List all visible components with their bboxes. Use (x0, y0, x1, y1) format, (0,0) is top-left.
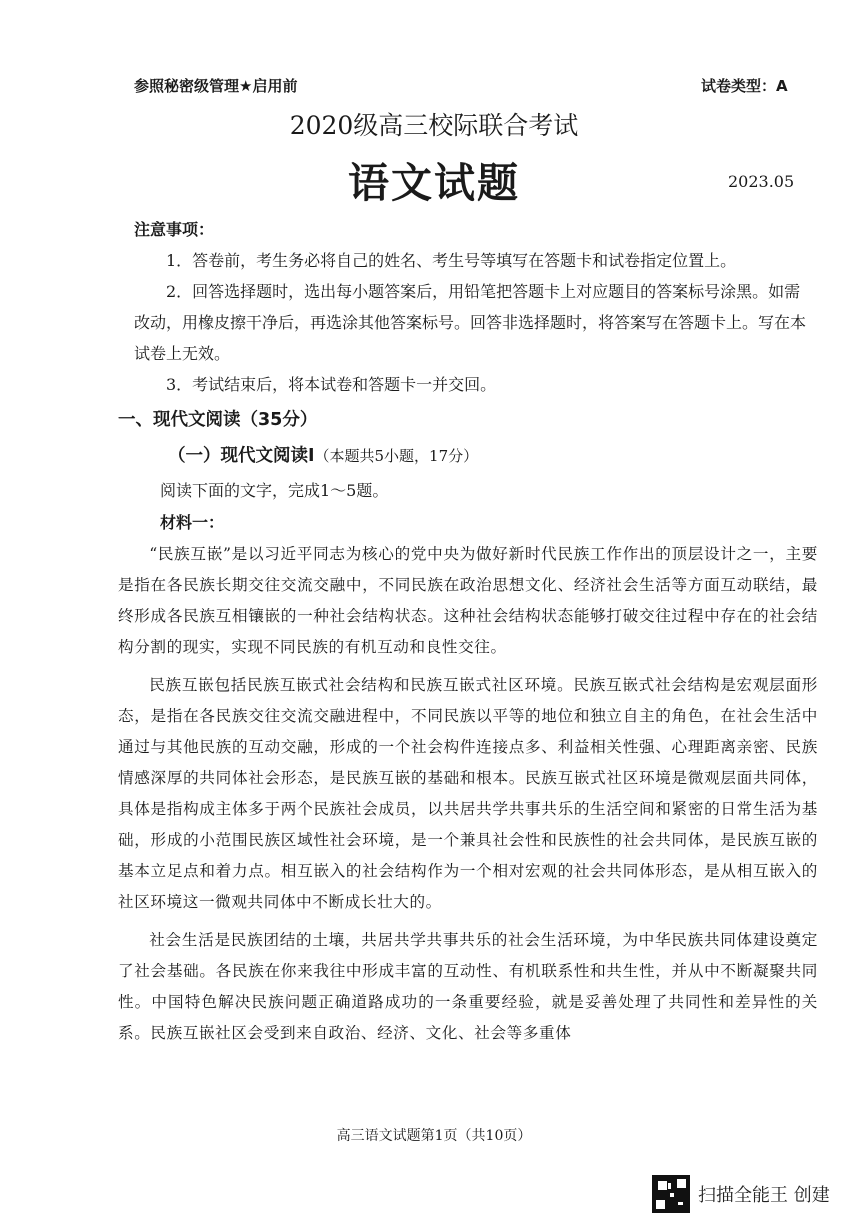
reading-instruction: 阅读下面的文字，完成1～5题。 (160, 481, 389, 500)
qr-code-icon (652, 1175, 690, 1213)
notice-list (134, 245, 814, 400)
material-label: 材料一： (160, 513, 225, 532)
subsection-name: （一）现代文阅读Ⅰ (168, 446, 315, 466)
exam-date: 2023.05 (728, 172, 795, 191)
paragraph: 民族互嵌包括民族互嵌式社会结构和民族互嵌式社区环境。民族互嵌式社会结构是宏观层面形态，是指在各民族交往交流交融进程中，不同民族以平等的地位和独立自主的角色，在社会生活中通过与其他民族的互动交融，形成的一个社会构件连接点多、利益相关性强、心理距离亲密、民族情感深厚的共同体社会形态，是民族互嵌的基础和根本。民族互嵌式社区环境是微观层面共同体，具体是指构成主体多于两个民族社会成员，以共居共学共事共乐的生活空间和紧密的日常生活为基础，形成的小范围民族区域性社会环境，是一个兼具社会性和民族性的社会共同体，是民族互嵌的基本立足点和着力点。相互嵌入的社会结构作为一个相对宏观的社会共同体形态，是从相互嵌入的社区环境这一微观共同体中不断成长壮大的。 (118, 676, 818, 911)
subsection-note: （本题共5小题，17分） (314, 447, 479, 465)
page-footer: 高三语文试题第1页（共10页） (336, 1128, 532, 1144)
paragraph: 社会生活是民族团结的土壤，共居共学共事共乐的社会生活环境，为中华民族共同体建设奠定了社会基础。各民族在你来我往中形成丰富的互动性、有机联系性和共生性，并从中不断凝聚共同性。中国特色解决民族问题正确道路成功的一条重要经验，就是妥善处理了共同性和差异性的关系。民族互嵌社区会受到来自政治、经济、文化、社会等多重体 (118, 931, 818, 1042)
material-text (118, 539, 818, 1056)
exam-title: 2020级高三校际联合考试 (289, 111, 579, 140)
notice-heading: 注意事项： (134, 220, 215, 239)
subject-title: 语文试题 (348, 159, 520, 207)
notice-item: 2．回答选择题时，选出每小题答案后，用铅笔把答题卡上对应题目的答案标号涂黑。如需改动，用橡皮擦干净后，再选涂其他答案标号。回答非选择题时，将答案写在答题卡上。写在本试卷上无效。 (134, 282, 807, 363)
notice-item: 1．答卷前，考生务必将自己的姓名、考生号等填写在答题卡和试卷指定位置上。 (166, 251, 737, 270)
notice-item: 3．考试结束后，将本试卷和答题卡一并交回。 (166, 375, 497, 394)
section-title: 一、现代文阅读（35分） (118, 410, 318, 430)
paper-type-label: 试卷类型：A (701, 77, 788, 95)
scanner-watermark: 扫描全能王 创建 (698, 1185, 830, 1206)
paragraph: “民族互嵌”是以习近平同志为核心的党中央为做好新时代民族工作作出的顶层设计之一，主要是指在各民族长期交往交流交融中，不同民族在政治思想文化、经济社会生活等方面互动联结，最终形成各民族互相镶嵌的一种社会结构状态。这种社会结构状态能够打破交往过程中存在的社会结构分割的现实，实现不同民族的有机互动和良性交往。 (118, 545, 818, 656)
secret-level-label: 参照秘密级管理★启用前 (134, 77, 298, 95)
subsection-title (168, 442, 478, 467)
